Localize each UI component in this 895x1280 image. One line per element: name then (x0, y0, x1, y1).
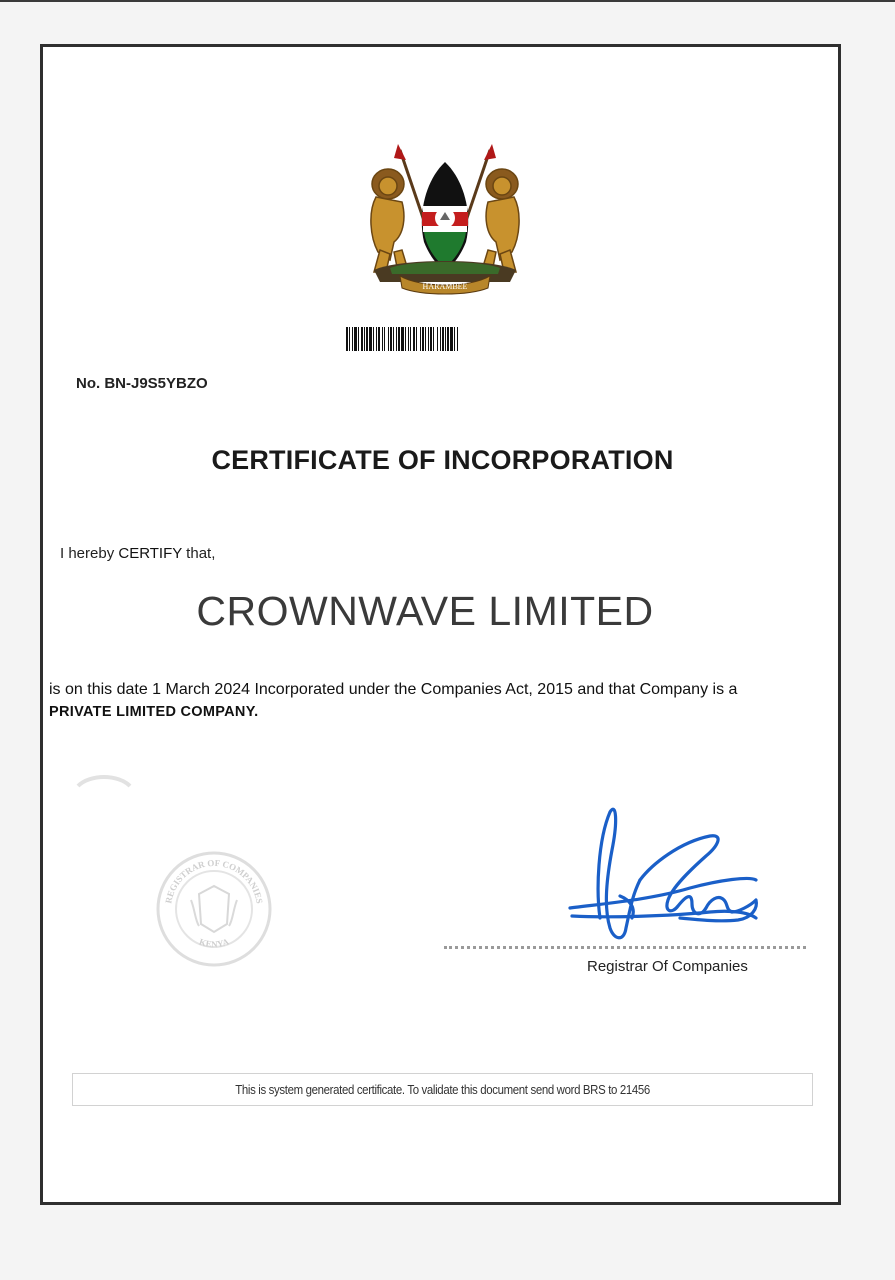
validation-notice-box (72, 1073, 813, 1106)
validation-notice-text: This is system generated certificate. To validate this document send word BRS to 21456 (235, 1082, 650, 1097)
company-type: PRIVATE LIMITED COMPANY. (49, 704, 259, 720)
registrar-seal-icon (155, 850, 273, 968)
registrar-title: Registrar Of Companies (587, 958, 748, 975)
certificate-number: No. BN-J9S5YBZO (76, 375, 208, 392)
coat-of-arms-icon (360, 142, 530, 297)
barcode (346, 327, 539, 351)
certify-line (60, 545, 215, 562)
svg-text:KENYA (198, 936, 231, 949)
incorporation-statement (49, 679, 839, 723)
faint-seal-fragment-icon (74, 772, 134, 788)
certify-word: CERTIFY (118, 545, 183, 562)
signature-line (444, 946, 806, 949)
statement-text: is on this date 1 March 2024 Incorporated under the Companies Act, 2015 and that Company is a (49, 681, 738, 698)
certify-prefix: I hereby (60, 545, 119, 562)
seal-top-text: REGISTRAR OF COMPANIES (163, 857, 265, 905)
certify-suffix: that, (182, 545, 216, 562)
company-name: CROWNWAVE LIMITED (196, 588, 654, 634)
top-border-line (0, 0, 895, 2)
certificate-title: CERTIFICATE OF INCORPORATION (211, 445, 674, 475)
motto-text: HARAMBEE (422, 282, 468, 291)
seal-bottom-text: KENYA (197, 936, 231, 950)
registrar-signature (560, 800, 765, 950)
